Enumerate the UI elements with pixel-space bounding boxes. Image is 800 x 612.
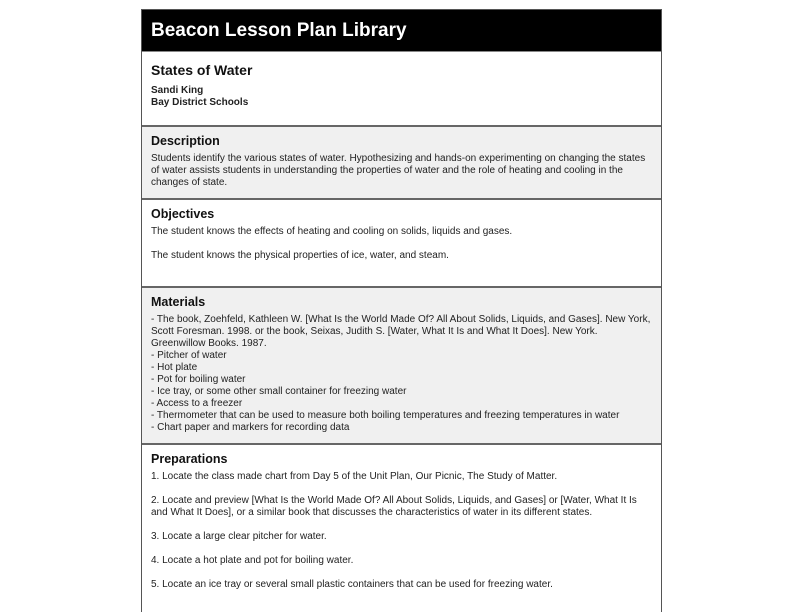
preparation-item: 5. Locate an ice tray or several small plastic containers that can be used for freezing water. (151, 579, 553, 590)
material-item: - Hot plate (151, 362, 198, 373)
objective-item: The student knows the physical properties of ice, water, and steam. (151, 250, 449, 261)
material-item: - Ice tray, or some other small container for freezing water (151, 386, 407, 397)
lesson-title-section (142, 51, 661, 125)
section-heading: Materials (151, 295, 206, 309)
material-item: - Thermometer that can be used to measure both boiling temperatures and freezing temperatures in water (151, 410, 620, 421)
material-item: - Pitcher of water (151, 350, 227, 361)
description-text: Students identify the various states of water. Hypothesizing and hands-on experimenting on changing the states of water assists students in understanding the properties of water and the role of heating and cooling in the changes of state. (151, 153, 646, 188)
objectives-section (142, 198, 661, 286)
site-header: Beacon Lesson Plan Library (142, 10, 661, 51)
preparation-item: 4. Locate a hot plate and pot for boiling water. (151, 555, 354, 566)
preparation-item: 3. Locate a large clear pitcher for water. (151, 531, 327, 542)
materials-section (142, 286, 661, 443)
description-section (142, 125, 661, 198)
preparation-item: 1. Locate the class made chart from Day 5 of the Unit Plan, Our Picnic, The Study of Matter. (151, 471, 558, 482)
objective-item: The student knows the effects of heating and cooling on solids, liquids and gases. (151, 226, 513, 237)
lesson-page (141, 9, 662, 612)
section-heading: Description (151, 134, 220, 148)
lesson-title: States of Water (151, 62, 253, 78)
school-district: Bay District Schools (151, 97, 249, 108)
material-item: - Pot for boiling water (151, 374, 246, 385)
section-heading: Preparations (151, 452, 228, 466)
material-item: - Access to a freezer (151, 398, 243, 409)
author-name: Sandi King (151, 85, 204, 96)
material-item: - The book, Zoehfeld, Kathleen W. [What Is the World Made Of? All About Solids, Liquids, and Gases]. New York, Scott Foresman. 1998. or the book, Seixas, Judith S. [Water, What It Is and What It Does]. New York. Greenwillow Books. 1987. (151, 314, 651, 349)
preparation-item: 2. Locate and preview [What Is the World Made Of? All About Solids, Liquids, and Gases] or [Water, What It Is and What It Does], or a similar book that discusses the characteristics of water in its different states. (151, 495, 637, 518)
section-heading: Objectives (151, 207, 215, 221)
material-item: - Chart paper and markers for recording data (151, 422, 350, 433)
preparations-section (142, 443, 661, 612)
